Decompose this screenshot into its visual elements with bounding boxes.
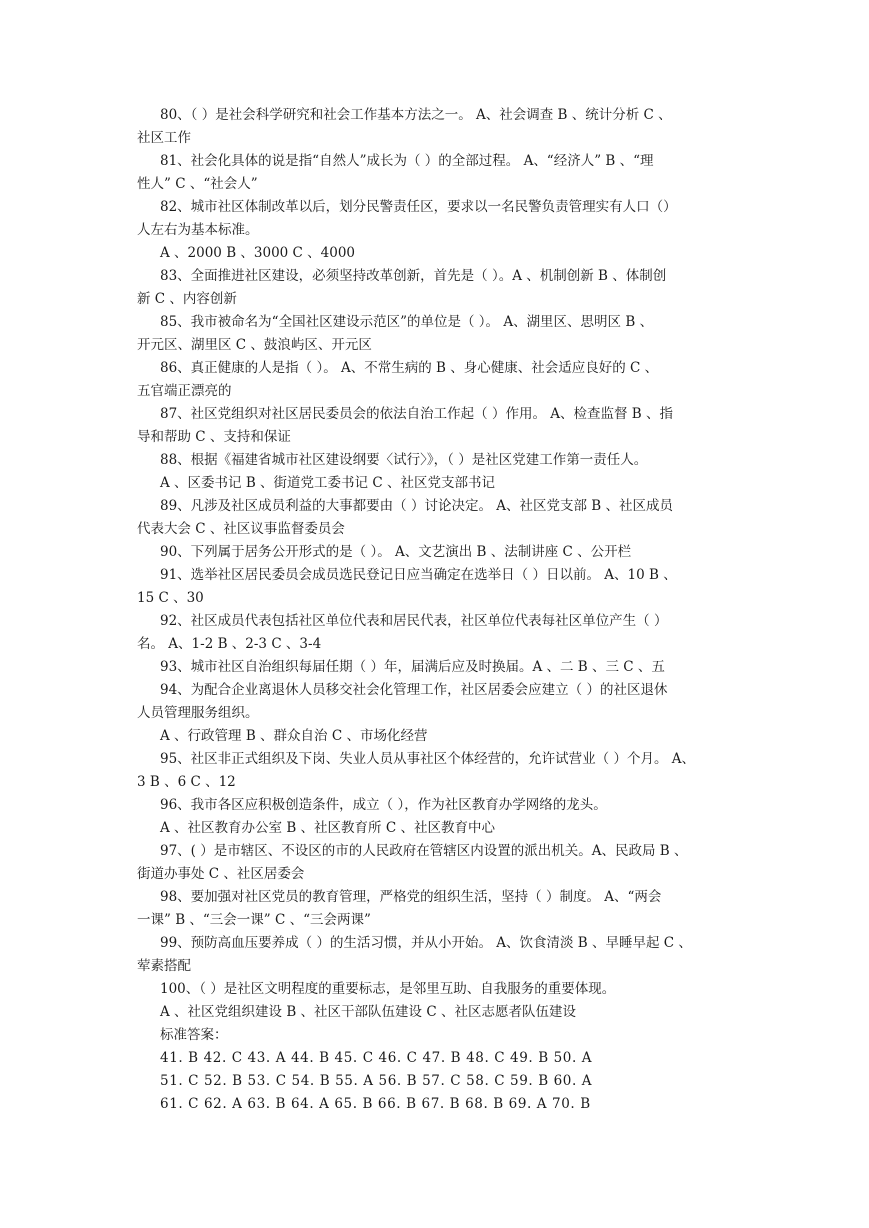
- text-line: A 、2000 B 、3000 C 、4000: [160, 245, 356, 261]
- text-line: 86、真正健康的人是指（ ）。 A、不常生病的 B 、身心健康、社会适应良好的 C 、: [160, 360, 659, 376]
- text-line: 81、社会化具体的说是指“自然人”成长为（ ）的全部过程。 A、“经济人” B 、“理: [160, 153, 654, 169]
- text-line: 96、我市各区应积极创造条件，成立（ ），作为社区教育办学网络的龙头。: [160, 797, 607, 813]
- text-line: 94、为配合企业离退休人员移交社会化管理工作，社区居委会应建立（ ）的社区退休: [160, 682, 668, 698]
- text-line: 91、选举社区居民委员会成员选民登记日应当确定在选举日（ ）日以前。 A、10 B 、: [160, 567, 677, 583]
- text-line: 代表大会 C 、社区议事监督委员会: [137, 521, 345, 537]
- text-line: 97、( ）是市辖区、不设区的市的人民政府在管辖区内设置的派出机关。A、民政局 B 、: [160, 843, 688, 859]
- text-line: 名。 A、1-2 B 、2-3 C 、3-4: [137, 636, 322, 652]
- text-line: 80、（ ）是社会科学研究和社会工作基本方法之一。 A、社会调查 B 、统计分析 C 、: [160, 107, 672, 123]
- answer-line: 51. C 52. B 53. C 54. B 55. A 56. B 57. C 58. C 59. B 60. A: [160, 1073, 593, 1089]
- text-line: 15 C 、30: [137, 590, 204, 606]
- text-line: A 、区委书记 B 、街道党工委书记 C 、社区党支部书记: [160, 475, 495, 491]
- text-line: 90、下列属于居务公开形式的是（ ）。 A、文艺演出 B 、法制讲座 C 、公开栏: [160, 544, 632, 560]
- text-line: A 、社区教育办公室 B 、社区教育所 C 、社区教育中心: [160, 820, 495, 836]
- text-line: 荤素搭配: [137, 958, 191, 974]
- text-line: 89、凡涉及社区成员利益的大事都要由（ ）讨论决定。 A、社区党支部 B 、社区成员: [160, 498, 674, 514]
- answer-line: 41. B 42. C 43. A 44. B 45. C 46. C 47. B 48. C 49. B 50. A: [160, 1050, 593, 1066]
- text-line: 一课” B 、“三会一课” C 、“三会两课”: [137, 912, 371, 928]
- text-line: 88、根据《福建省城市社区建设纲要〈试行〉》，（ ）是社区党建工作第一责任人。: [160, 452, 648, 468]
- text-line: 人员管理服务组织。: [137, 705, 259, 721]
- text-line: 社区工作: [137, 130, 191, 146]
- text-line: 五官端正漂亮的: [137, 383, 232, 399]
- text-line: 开元区、湖里区 C 、鼓浪屿区、开元区: [137, 337, 372, 353]
- text-line: 92、社区成员代表包括社区单位代表和居民代表，社区单位代表每社区单位产生（ ）: [160, 613, 668, 629]
- text-line: 导和帮助 C 、支持和保证: [137, 429, 291, 445]
- text-line: 93、城市社区自治组织每届任期（ ）年，届满后应及时换届。A 、二 B 、三 C 、五: [160, 659, 665, 675]
- text-line: 街道办事处 C 、社区居委会: [137, 866, 305, 882]
- text-line: 98、要加强对社区党员的教育管理，严格党的组织生活，坚持（ ）制度。 A、“两会: [160, 889, 662, 905]
- text-line: 新 C 、内容创新: [137, 291, 237, 307]
- answer-line: 61. C 62. A 63. B 64. A 65. B 66. B 67. B 68. B 69. A 70. B: [160, 1096, 591, 1112]
- text-line: 87、社区党组织对社区居民委员会的依法自治工作起（ ）作用。 A、检查监督 B 、指: [160, 406, 674, 422]
- text-line: 99、预防高血压要养成（ ）的生活习惯，并从小开始。 A、饮食清淡 B 、早睡早起 C 、: [160, 935, 692, 951]
- text-line: A 、行政管理 B 、群众自治 C 、市场化经营: [160, 728, 428, 744]
- text-line: 3 B 、6 C 、12: [137, 774, 236, 790]
- text-line: 性人” C 、“社会人”: [137, 176, 258, 192]
- text-line: 85、我市被命名为“全国社区建设示范区”的单位是（ ）。 A、湖里区、思明区 B 、: [160, 314, 654, 330]
- text-line: A 、社区党组织建设 B 、社区干部队伍建设 C 、社区志愿者队伍建设: [160, 1004, 576, 1020]
- text-line: 82、城市社区体制改革以后，划分民警责任区，要求以一名民警负责管理实有人口（）: [160, 199, 677, 215]
- text-line: 100、（ ）是社区文明程度的重要标志，是邻里互助、自我服务的重要体现。: [160, 981, 616, 997]
- text-line: 标准答案：: [160, 1027, 228, 1043]
- text-line: 人左右为基本标准。: [137, 222, 259, 238]
- question-list: [137, 104, 745, 1047]
- document-body: [137, 104, 745, 1116]
- answer-key: [137, 1047, 745, 1116]
- text-line: 95、社区非正式组织及下岗、失业人员从事社区个体经营的，允许试营业（ ）个月。 A、: [160, 751, 696, 767]
- text-line: 83、全面推进社区建设，必须坚持改革创新，首先是（ ）。A 、机制创新 B 、体制创: [160, 268, 667, 284]
